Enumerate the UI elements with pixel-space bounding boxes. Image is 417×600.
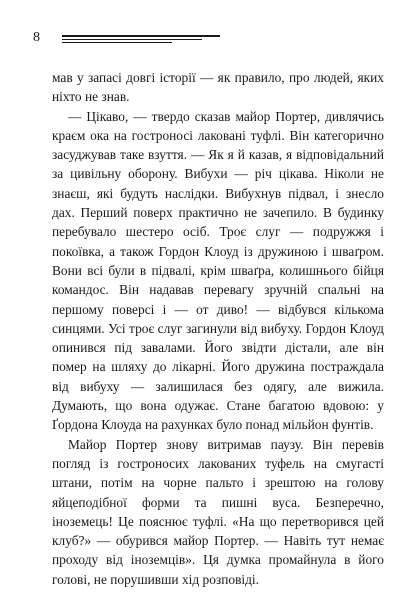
paragraph-3: Майор Портер знову витримав паузу. Він перевів погляд із гостроносих лакованих туфель на смугасті штани, потім на чорне пальто і зрештою на голову яйцеподібної форми та пишні вуса. Безперечно, іноземець! Це пояснює туфлі. «На що перетворився цей клуб?» — обурився майор Портер. — Навіть тут немає проходу від іноземців». Ця думка промайнула в його голові, не порушивши хід розповіді. (52, 436, 384, 587)
header-rule (62, 35, 220, 43)
paragraph-2: — Цікаво, — твердо сказав майор Портер, дивлячись краєм ока на гостроносі лаковані туфлі. Він категорично засуджував таке взуття. — Як я й казав, я відповідальний за цивільну оборону. Вибухи — річ цікава. Ніколи не знаєш, які будуть наслідки. Вибухнув підвал, і знесло дах. Перший поверх практично не зачепило. В будинку перебувало шестеро осіб. Троє слуг — подружжя і покоївка, а також Гордон Клоуд із дружиною і шваґром. Вони всі були в підвалі, крім шваґра, колишнього бійця командос. Він надавав перевагу зручній спальні на першому поверсі і — от диво! — відбувся кількома синцями. Усі троє слуг загинули від вибуху. Гордон Клоуд опинився під завалами. Його звідти дістали, але він помер на шляху до лікарні. Його дружина постраждала від вибуху — залишилася без одягу, але вижила. Думають, що вона одужає. Стане багатою вдовою: у Ґордона Клоуда на рахунках було понад мільйон фунтів. (52, 108, 384, 433)
header-rule-line-2 (62, 39, 202, 40)
header-rule-line-3 (62, 42, 172, 43)
body-text (52, 68, 384, 589)
page-number: 8 (33, 30, 40, 45)
header-rule-line-1 (62, 35, 220, 37)
paragraph-1: мав у запасі довгі історії — як правило, про людей, яких ніхто не знав. (52, 70, 384, 105)
